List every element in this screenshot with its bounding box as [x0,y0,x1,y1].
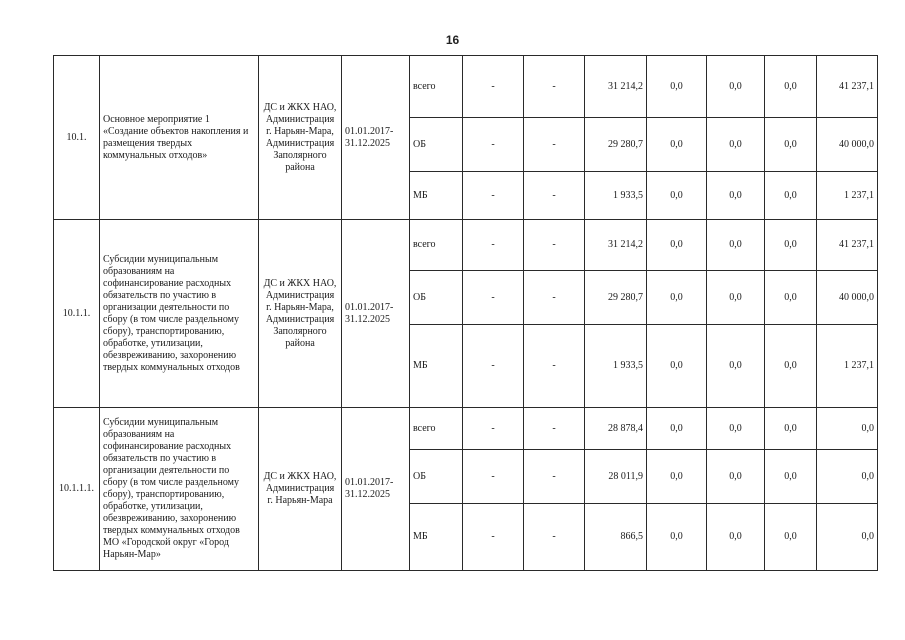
cell-c1: - [463,325,524,408]
cell-v5: 0,0 [817,408,878,450]
cell-v2: 0,0 [647,172,707,220]
activity-name: Основное мероприятие 1 «Создание объектов накопления и размещения твердых коммунальных отходов» [100,56,259,220]
funding-source: ОБ [410,271,463,325]
cell-v2: 0,0 [647,220,707,271]
cell-v3: 0,0 [707,118,765,172]
cell-v4: 0,0 [765,504,817,571]
cell-v4: 0,0 [765,450,817,504]
cell-v5: 41 237,1 [817,220,878,271]
cell-c2: - [524,220,585,271]
cell-v1: 31 214,2 [585,56,647,118]
cell-v3: 0,0 [707,408,765,450]
cell-v4: 0,0 [765,325,817,408]
cell-v3: 0,0 [707,504,765,571]
funding-source: всего [410,56,463,118]
cell-c2: - [524,450,585,504]
cell-c1: - [463,172,524,220]
cell-v4: 0,0 [765,220,817,271]
cell-c1: - [463,56,524,118]
cell-v3: 0,0 [707,450,765,504]
cell-v4: 0,0 [765,408,817,450]
table-row [54,220,878,271]
row-number: 10.1.1. [54,220,100,408]
page-number: 16 [445,33,460,47]
cell-v5: 1 237,1 [817,172,878,220]
table-row [54,408,878,450]
budget-table [53,55,878,571]
cell-c2: - [524,325,585,408]
cell-v4: 0,0 [765,56,817,118]
cell-v5: 40 000,0 [817,271,878,325]
cell-c2: - [524,172,585,220]
activity-name: Субсидии муниципальным образованиям на софинансирование расходных обязательств по участию в организации деятельности по сбору (в том числе раздельному сбору), транспортированию, обработке, утилизации, обезвреживанию, захоронению твердых коммунальных отходов [100,220,259,408]
cell-c1: - [463,220,524,271]
row-number: 10.1. [54,56,100,220]
period: 01.01.2017-31.12.2025 [342,56,410,220]
cell-v5: 0,0 [817,450,878,504]
executor: ДС и ЖКХ НАО, Администрация г. Нарьян-Мара [259,408,342,571]
cell-v3: 0,0 [707,220,765,271]
funding-source: всего [410,220,463,271]
funding-source: МБ [410,504,463,571]
period: 01.01.2017-31.12.2025 [342,408,410,571]
cell-v2: 0,0 [647,408,707,450]
cell-v1: 29 280,7 [585,271,647,325]
cell-v3: 0,0 [707,172,765,220]
cell-v1: 866,5 [585,504,647,571]
cell-c1: - [463,450,524,504]
cell-v5: 0,0 [817,504,878,571]
activity-name: Субсидии муниципальным образованиям на софинансирование расходных обязательств по участию в организации деятельности по сбору (в том числе раздельному сбору), транспортированию, обработке, утилизации, обезвреживанию, захоронению твердых коммунальных отходов МО «Городской округ «Город Нарьян-Мар» [100,408,259,571]
cell-c1: - [463,504,524,571]
cell-c2: - [524,271,585,325]
cell-v5: 1 237,1 [817,325,878,408]
cell-v1: 28 878,4 [585,408,647,450]
cell-v3: 0,0 [707,325,765,408]
cell-c1: - [463,118,524,172]
funding-source: МБ [410,172,463,220]
cell-c2: - [524,504,585,571]
cell-v3: 0,0 [707,56,765,118]
cell-v5: 41 237,1 [817,56,878,118]
funding-source: ОБ [410,450,463,504]
cell-c1: - [463,408,524,450]
cell-v1: 1 933,5 [585,325,647,408]
cell-c2: - [524,408,585,450]
cell-v1: 1 933,5 [585,172,647,220]
cell-v5: 40 000,0 [817,118,878,172]
executor: ДС и ЖКХ НАО, Администрация г. Нарьян-Мара, Администрация Заполярного района [259,220,342,408]
funding-source: МБ [410,325,463,408]
cell-v2: 0,0 [647,450,707,504]
cell-c2: - [524,56,585,118]
cell-v3: 0,0 [707,271,765,325]
cell-v4: 0,0 [765,271,817,325]
cell-v2: 0,0 [647,325,707,408]
executor: ДС и ЖКХ НАО, Администрация г. Нарьян-Мара, Администрация Заполярного района [259,56,342,220]
row-number: 10.1.1.1. [54,408,100,571]
cell-v4: 0,0 [765,118,817,172]
cell-v2: 0,0 [647,118,707,172]
cell-v4: 0,0 [765,172,817,220]
cell-v2: 0,0 [647,56,707,118]
table-row [54,56,878,118]
cell-v1: 31 214,2 [585,220,647,271]
cell-c1: - [463,271,524,325]
cell-v1: 29 280,7 [585,118,647,172]
cell-v2: 0,0 [647,504,707,571]
funding-source: ОБ [410,118,463,172]
funding-source: всего [410,408,463,450]
cell-c2: - [524,118,585,172]
period: 01.01.2017-31.12.2025 [342,220,410,408]
cell-v1: 28 011,9 [585,450,647,504]
cell-v2: 0,0 [647,271,707,325]
